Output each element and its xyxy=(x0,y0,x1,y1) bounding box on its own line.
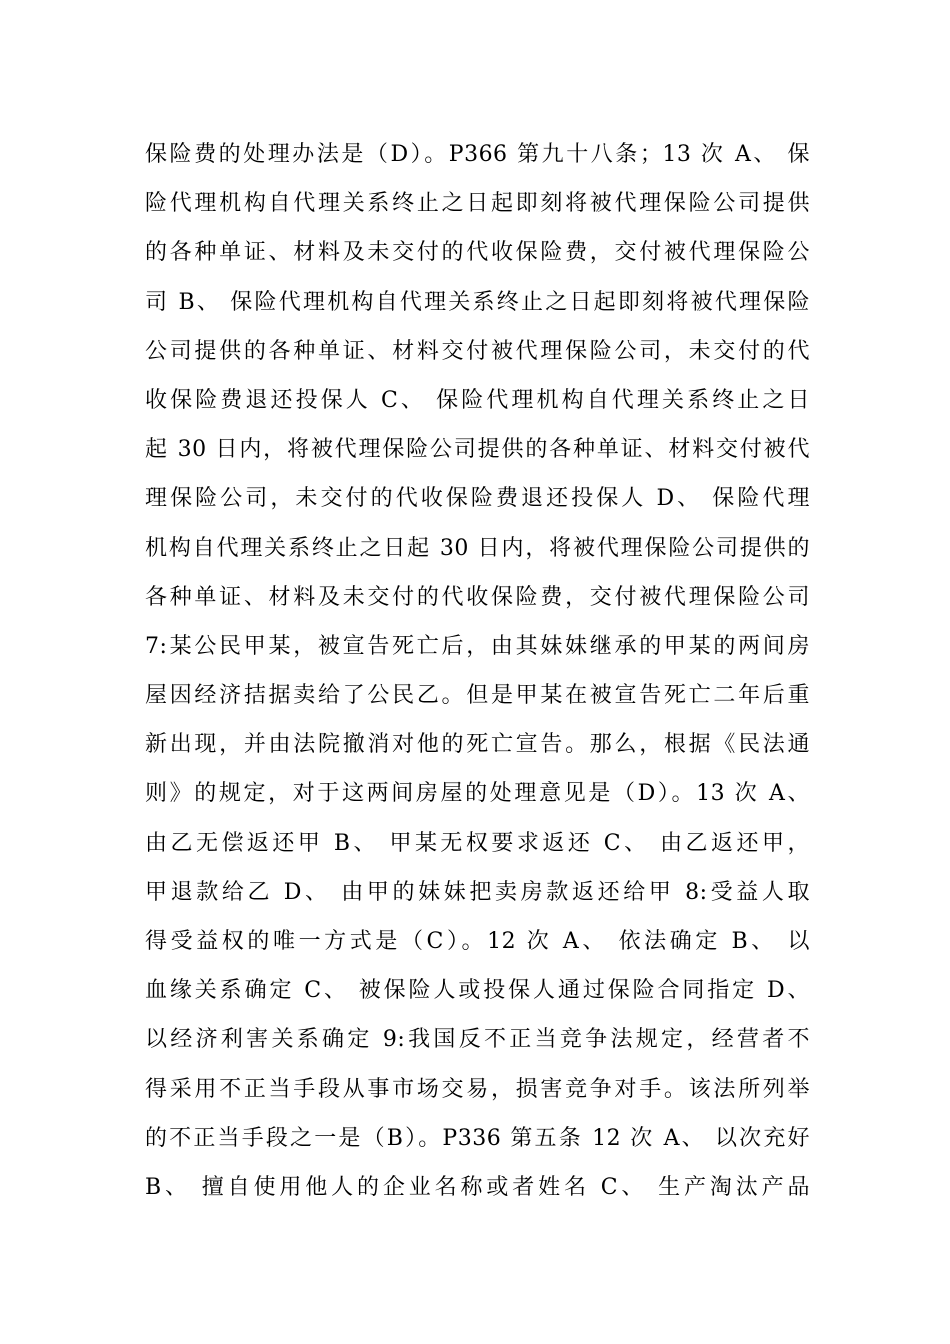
text-line: 7:某公民甲某，被宣告死亡后，由其妹妹继承的甲某的两间房 xyxy=(145,633,810,659)
text-line: 血缘关系确定 C、 被保险人或投保人通过保险合同指定 D、 xyxy=(145,978,810,1004)
text-line: 甲退款给乙 D、 由甲的妹妹把卖房款返还给甲 8:受益人取 xyxy=(145,879,810,905)
text-line: 新出现，并由法院撤消对他的死亡宣告。那么，根据《民法通 xyxy=(145,732,810,758)
text-line: 司 B、 保险代理机构自代理关系终止之日起即刻将被代理保险 xyxy=(145,289,810,315)
text-line: 的不正当手段之一是（B）。P336 第五条 12 次 A、 以次充好 xyxy=(145,1125,810,1151)
text-line: 的各种单证、材料及未交付的代收保险费，交付被代理保险公 xyxy=(145,240,810,266)
text-line: 屋因经济拮据卖给了公民乙。但是甲某在被宣告死亡二年后重 xyxy=(145,683,810,709)
text-line: 险代理机构自代理关系终止之日起即刻将被代理保险公司提供 xyxy=(145,191,810,217)
text-line: 收保险费退还投保人 C、 保险代理机构自代理关系终止之日 xyxy=(145,387,810,413)
text-line: 得受益权的唯一方式是（C）。12 次 A、 依法确定 B、 以 xyxy=(145,929,810,954)
text-line: 起 30 日内，将被代理保险公司提供的各种单证、材料交付被代 xyxy=(145,437,810,463)
text-line: 各种单证、材料及未交付的代收保险费，交付被代理保险公司 xyxy=(145,584,810,610)
document-body xyxy=(145,130,810,1212)
text-line: 理保险公司，未交付的代收保险费退还投保人 D、 保险代理 xyxy=(145,486,810,512)
text-line: 机构自代理关系终止之日起 30 日内，将被代理保险公司提供的 xyxy=(145,535,810,561)
text-line: 由乙无偿返还甲 B、 甲某无权要求返还 C、 由乙返还甲， xyxy=(145,830,810,856)
text-line: B、 擅自使用他人的企业名称或者姓名 C、 生产淘汰产品 xyxy=(145,1174,810,1200)
text-line: 以经济利害关系确定 9:我国反不正当竞争法规定，经营者不 xyxy=(145,1027,810,1053)
text-line: 保险费的处理办法是（D）。P366 第九十八条；13 次 A、 保 xyxy=(145,142,810,167)
text-line: 得采用不正当手段从事市场交易，损害竞争对手。该法所列举 xyxy=(145,1076,810,1102)
text-line: 公司提供的各种单证、材料交付被代理保险公司，未交付的代 xyxy=(145,338,810,364)
text-line: 则》的规定，对于这两间房屋的处理意见是（D）。13 次 A、 xyxy=(145,781,810,807)
